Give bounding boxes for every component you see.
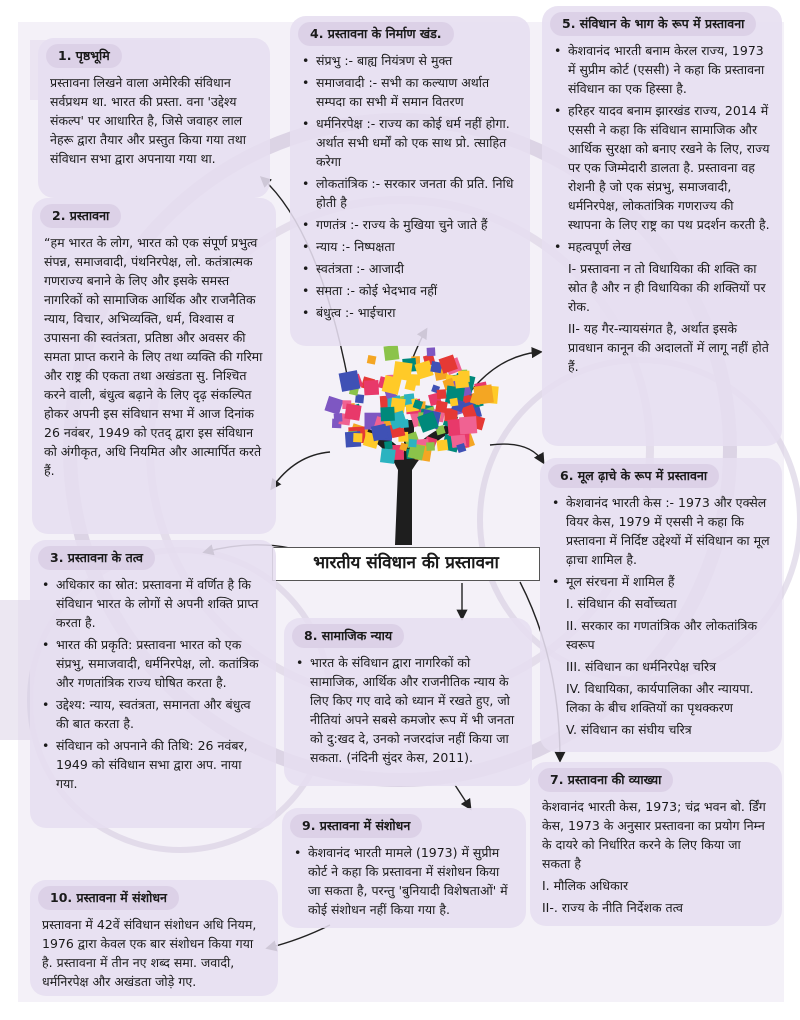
box-building-blocks-title: 4. प्रस्तावना के निर्माण खंड. — [298, 22, 454, 46]
tree-leaf — [393, 361, 413, 381]
tree-leaf — [334, 413, 343, 422]
list-item: • संप्रभु :- बाह्य नियंत्रण से मुक्त — [302, 51, 518, 70]
list-item: • भारत के संविधान द्वारा नागरिकों को सामाजिक, आर्थिक और राजनीतिक न्याय के लिए किए गए वादे को ध्यान में रखते हुए, जो नीतियां अपने सबसे कमजोर रूप में भी जनता को दु:खद दे, उनको नजरदांज नहीं किया जा सकता. (नंदिनी सुंदर केस, 2011). — [296, 653, 520, 767]
box-basic-structure — [540, 458, 782, 752]
tree-leaf — [344, 404, 361, 421]
box-interpretation-title: 7. प्रस्तावना की व्याख्या — [538, 768, 673, 792]
box-building-blocks — [290, 16, 530, 346]
list-item: V. संविधान का संघीय चरित्र — [566, 722, 692, 737]
box-social-justice-title: 8. सामाजिक न्याय — [292, 624, 404, 648]
box-background-text: प्रस्तावना लिखने वाला अमेरिकी संविधान सर्वप्रथम था. भारत की प्रस्ता. वना 'उद्देश्य संकल्प' पर आधारित है, जिसे जवाहर लाल नेहरू द्वारा तैयार और प्रस्तुत किया गया तथा संविधान सभा द्वारा अपनाया गया था. — [50, 75, 246, 166]
tree-leaf — [408, 439, 416, 447]
tree-leaf — [367, 355, 377, 365]
box-amendment-42 — [30, 880, 278, 996]
tree-leaf — [437, 389, 447, 399]
list-item: • बंधुत्व :- भाईचारा — [302, 303, 518, 322]
box-interpretation — [530, 762, 782, 926]
list-item: I. संविधान की सर्वोच्चता — [566, 596, 677, 611]
tree-leaf — [450, 398, 459, 407]
list-item: • हरिहर यादव बनाम झारखंड राज्य, 2014 में एससी ने कहा कि संविधान सामाजिक और आर्थिक सुरक्षा को बनाए रखने के लिए, राज्य पर एक जिम्मेदारी डालता है. प्रस्तावना वह रोशनी है जो एक संप्रभु, समाजवादी, धर्मनिरपेक्ष, लोकतांत्रिक गणराज्य की स्थापना के लिए राष्ट्र का पथ प्रदर्शन करती है. — [554, 101, 770, 234]
box-elements — [30, 540, 276, 828]
list-item: • समता :- कोई भेदभाव नहीं — [302, 281, 518, 300]
tree-leaf — [383, 345, 399, 361]
tree-leaf — [380, 407, 395, 422]
box-background — [38, 38, 270, 198]
box-part-title: 5. संविधान के भाग के रूप में प्रस्तावना — [550, 12, 756, 36]
list-item: • संविधान को अपनाने की तिथि: 26 नवंबर, 1949 को संविधान सभा द्वारा अप. नाया गया. — [42, 736, 264, 793]
tree-leaf — [339, 370, 361, 392]
list-item: II- यह गैर-न्यायसंगत है, अर्थात इसके प्रावधान कानून की अदालतों में लागू नहीं होते हैं. — [568, 321, 769, 374]
list-item: • न्याय :- निष्पक्षता — [302, 237, 518, 256]
list-item: • समाजवादी :- सभी का कल्याण अर्थात सम्पदा का सभी में समान वितरण — [302, 73, 518, 111]
box-background-title: 1. पृष्ठभूमि — [46, 44, 122, 68]
tree-leaf — [371, 424, 389, 442]
box-elements-title: 3. प्रस्तावना के तत्व — [38, 546, 155, 570]
list-item: • केशवानंद भारती बनाम केरल राज्य, 1973 में सुप्रीम कोर्ट (एससी) ने कहा कि प्रस्तावना संविधान का एक हिस्सा है. — [554, 41, 770, 98]
box-interpretation-item: I. मौलिक अधिकार — [542, 878, 629, 893]
box-amendment-42-title: 10. प्रस्तावना में संशोधन — [38, 886, 179, 910]
tree-leaf — [436, 439, 448, 451]
list-item: III. संविधान का धर्मनिरपेक्ष चरित्र — [566, 659, 716, 674]
center-title: भारतीय संविधान की प्रस्तावना — [272, 547, 540, 581]
box-amendment-42-text: प्रस्तावना में 42वें संविधान संशोधन अधि नियम, 1976 द्वारा केवल एक बार संशोधन किया गया है. प्रस्तावना में तीन नए शब्द समा. जवादी, धर्मनिरपेक्ष और अखंडता जोड़े गए. — [42, 917, 257, 989]
tree-leaf — [384, 441, 393, 450]
list-item: • केशवानंद भारती मामले (1973) में सुप्रीम कोर्ट ने कहा कि प्रस्तावना में संशोधन किया जा सकता है, परन्तु 'बुनियादी विशेषताओं' में कोई संशोधन नहीं किया गया है. — [294, 843, 514, 919]
list-item: • गणतंत्र :- राज्य के मुखिया चुने जाते हैं — [302, 215, 518, 234]
tree-leaf — [426, 442, 435, 451]
box-preamble-title: 2. प्रस्तावना — [40, 204, 121, 228]
box-amendment-case-title: 9. प्रस्तावना में संशोधन — [290, 814, 422, 838]
box-interpretation-text: केशवानंद भारती केस, 1973; चंद्र भवन बो. र्डिंग केस, 1973 के अनुसार प्रस्तावना का प्रयोग निम्न के दायरे को निर्धारित करने के लिए किया जा सकता है — [542, 799, 766, 871]
box-part-of-constitution — [542, 6, 782, 446]
tree-leaf — [459, 416, 477, 434]
list-item: • स्वतंत्रता :- आजादी — [302, 259, 518, 278]
tree-leaf — [400, 419, 409, 428]
list-item: • भारत की प्रकृति: प्रस्तावना भारत को एक संप्रभु, समाजवादी, धर्मनिरपेक्ष, लो. कतांत्रिक और गणतांत्रिक राज्य घोषित करता है. — [42, 635, 264, 692]
list-item: • मूल संरचना में शामिल हैं — [552, 572, 770, 591]
tree-leaf — [364, 380, 379, 395]
tree-leaf — [427, 347, 436, 356]
list-item: • केशवानंद भारती केस :- 1973 और एक्सेल वियर केस, 1979 में एससी ने कहा कि प्रस्तावना में निर्दिष्ट उद्देश्यों में संविधान का मूल ढ़ाचा शामिल है. — [552, 493, 770, 569]
tree-leaf — [454, 374, 469, 389]
box-interpretation-item: II-. राज्य के नीति निर्देशक तत्व — [542, 900, 683, 915]
box-basic-structure-title: 6. मूल ढ़ाचे के रूप में प्रस्तावना — [548, 464, 719, 488]
tree-leaf — [435, 401, 448, 414]
tree-leaf — [353, 433, 362, 442]
list-item: IV. विधायिका, कार्यपालिका और न्यायपा. लिका के बीच शक्तियों का पृथक्करण — [566, 681, 754, 715]
list-item: II. सरकार का गणतांत्रिक और लोकतांत्रिक स्वरूप — [566, 618, 758, 652]
box-amendment-case — [282, 808, 526, 928]
tree-leaf — [380, 448, 396, 464]
box-social-justice — [284, 618, 532, 786]
list-item: • धर्मनिरपेक्ष :- राज्य का कोई धर्म नहीं होगा. अर्थात सभी धर्मों को एक साथ प्रो. त्साहित करेगा — [302, 114, 518, 171]
list-item: I- प्रस्तावना न तो विधायिका की शक्ति का स्रोत है और न ही विधायिका की शक्तियों पर रोक. — [568, 261, 766, 314]
list-item: • अधिकार का स्रोत: प्रस्तावना में वर्णित है कि संविधान भारत के लोगों से अपनी शक्ति प्राप्त करता है. — [42, 575, 264, 632]
tree-leaf — [324, 396, 343, 415]
list-item: • महत्वपूर्ण लेख — [554, 237, 770, 256]
box-preamble-text: “हम भारत के लोग, भारत को एक संपूर्ण प्रभुत्व संपन्न, समाजवादी, पंथनिरपेक्ष, लो. कतंत्रात्मक गणराज्य बनाने के लिए और इसके समस्त नागरिकों को सामाजिक आर्थिक और राजनैतिक न्याय, विचार, अभिव्यक्ति, धर्म, विश्वास व उपासना की स्वतंत्रता, प्रतिष्ठा और अवसर की समता प्राप्त कराने के लिए तथा व्यक्ति की गरिमा और राष्ट्र की एकता तथा अखंडता सु. निश्चित करने वाली, बंधुत्व बढ़ाने के लिए दृढ़ संकल्पित होकर अपनी इस संविधान सभा में आज दिनांक 26 नवंबर, 1949 को एतद् द्वारा इस संविधान को अंगीकृत, अधि नियमित और आत्मार्पित करते हैं. — [44, 235, 263, 478]
box-preamble — [32, 198, 276, 534]
list-item: • लोकतांत्रिक :- सरकार जनता की प्रति. निधि होती है — [302, 174, 518, 212]
list-item: • उद्देश्य: न्याय, स्वतंत्रता, समानता और बंधुत्व की बात करता है. — [42, 695, 264, 733]
